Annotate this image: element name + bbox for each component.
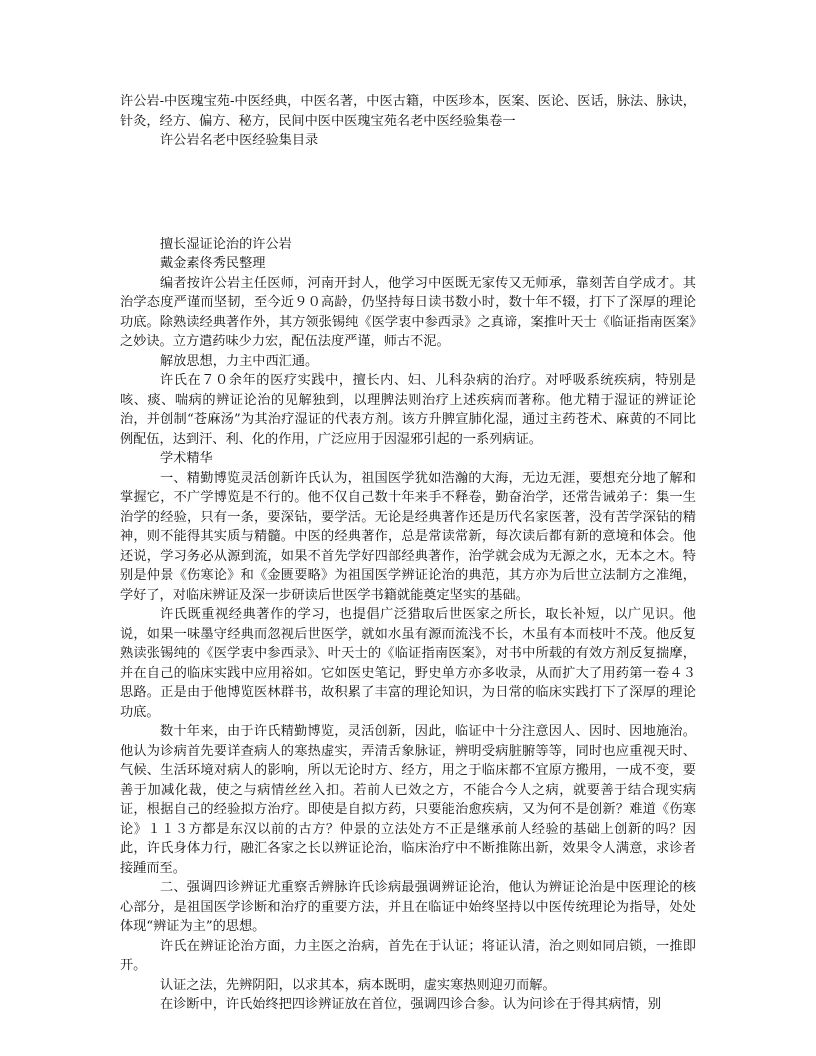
site-header-line: 许公岩-中医瑰宝苑-中医经典，中医名著，中医古籍，中医珍本，医案、医论、医话，脉法、脉诀，针灸，经方、偏方、秘方，民间中医中医瑰宝苑名老中医经验集卷一 (120, 94, 696, 129)
paragraph-practice: 许氏在７０余年的医疗实践中，擅长内、妇、儿科杂病的治疗。对呼吸系统疾病，特别是咳、痰、喘病的辨证论治的见解独到，以理脾法则治疗上述疾病而著称。他尤精于湿证的辨证论治，并创制“苍麻汤”为其治疗湿证的代表方剂。该方升脾宣肺化湿，通过主药苍术、麻黄的不同比例配伍，达到汗、利、化的作用，广泛应用于因湿邪引起的一系列病证。 (120, 373, 696, 447)
paragraph-later-schools: 许氏既重视经典著作的学习，也提倡广泛猎取后世医家之所长，取长补短，以广见识。他说，如果一味墨守经典而忽视后世医学，就如水虽有源而流浅不长，木虽有本而枝叶不茂。他反复熟读张锡纯的《医学衷中参西录》、叶天士的《临证指南医案》，对书中所载的有效方剂反复揣摩，并在自己的临床实践中应用裕如。它如医史笔记，野史单方亦多收录，从而扩大了用药第一卷４３思路。正是由于他博览医林群书，故积累了丰富的理论知识，为日常的临床实践打下了深厚的理论功底。 (120, 607, 696, 720)
article-editors: 戴金素佟秀民整理 (160, 256, 266, 271)
section-heading-ideas: 解放思想，力主中西汇通。 (160, 353, 319, 369)
paragraph-four-exams: 在诊断中，许氏始终把四诊辨证放在首位，强调四诊合参。认为问诊在于得其病情，别 (160, 997, 662, 1012)
paragraph-yin-yang: 认证之法，先辨阴阳，以求其本，病本既明，虚实寒热则迎刃而解。 (160, 977, 556, 993)
section-heading-essence: 学术精华 (160, 451, 213, 466)
paragraph-diagnosis: 许氏在辨证论治方面，力主医之治病，首先在于认证；将证认清，治之则如同启锁，一推即开。 (120, 938, 696, 973)
toc-title: 许公岩名老中医经验集目录 (160, 133, 319, 148)
article-title: 擅长湿证论治的许公岩 (160, 236, 292, 252)
paragraph-editor-note: 编者按许公岩主任医师，河南开封人，他学习中医既无家传又无师承，靠刻苦自学成才。其治学态度严谨而坚韧，至今近９０高龄，仍坚持每日读书数小时，数十年不辍，打下了深厚的理论功底。除熟读经典著作外，其方领张锡纯《医学衷中参西录》之真谛，案推叶天士《临证指南医案》之妙诀。立方遣药味少力宏，配伍法度严谨，师古不泥。 (120, 275, 696, 349)
paragraph-point-one: 一、精勤博览灵活创新许氏认为，祖国医学犹如浩瀚的大海，无边无涯，要想充分地了解和掌握它，不广学博览是不行的。他不仅自己数十年来手不释卷，勤奋治学，还常告诫弟子：集一生治学的经验，只有一条，要深钻，要学活。无论是经典著作还是历代名家医著，没有苦学深钻的精神，则不能得其实质与精髓。中医的经典著作，总是常读常新，每次读后都有新的意境和体会。他还说，学习务必从源到流，如果不首先学好四部经典著作，治学就会成为无源之水，无本之木。特别是仲景《伤寒论》和《金匮要略》为祖国医学辨证论治的典范，其方亦为后世立法制方之准绳，学好了，对临床辨证及深一步研读后世医学书籍就能奠定坚实的基础。 (120, 470, 696, 603)
document-page (120, 92, 696, 1015)
blank-space (120, 151, 696, 235)
paragraph-point-two: 二、强调四诊辨证尤重察舌辨脉许氏诊病最强调辨证论治，他认为辨证论治是中医理论的核心部分，是祖国医学诊断和治疗的重要方法，并且在临证中始终坚持以中医传统理论为指导，处处体现“辨证为主”的思想。 (120, 880, 696, 934)
paragraph-decades: 数十年来，由于许氏精勤博览，灵活创新，因此，临证中十分注意因人、因时、因地施治。他认为诊病首先要详查病人的寒热虚实，弄清舌象脉证，辨明受病脏腑等等，同时也应重视天时、气候、生活环境对病人的影响，所以无论时方、经方，用之于临床都不宜原方搬用，一成不变，要善于加减化裁，使之与病情丝丝入扣。若前人已效之方，不能合今人之病，就要善于结合现实病证，根据自己的经验拟方治疗。即使是自拟方药，只要能治愈疾病，又为何不是创新？难道《伤寒论》１１３方都是东汉以前的古方？仲景的立法处方不正是继承前人经验的基础上创新的吗？因此，许氏身体力行，融汇各家之长以辨证论治，临床治疗中不断推陈出新，效果令人满意，求诊者接踵而至。 (120, 724, 696, 876)
